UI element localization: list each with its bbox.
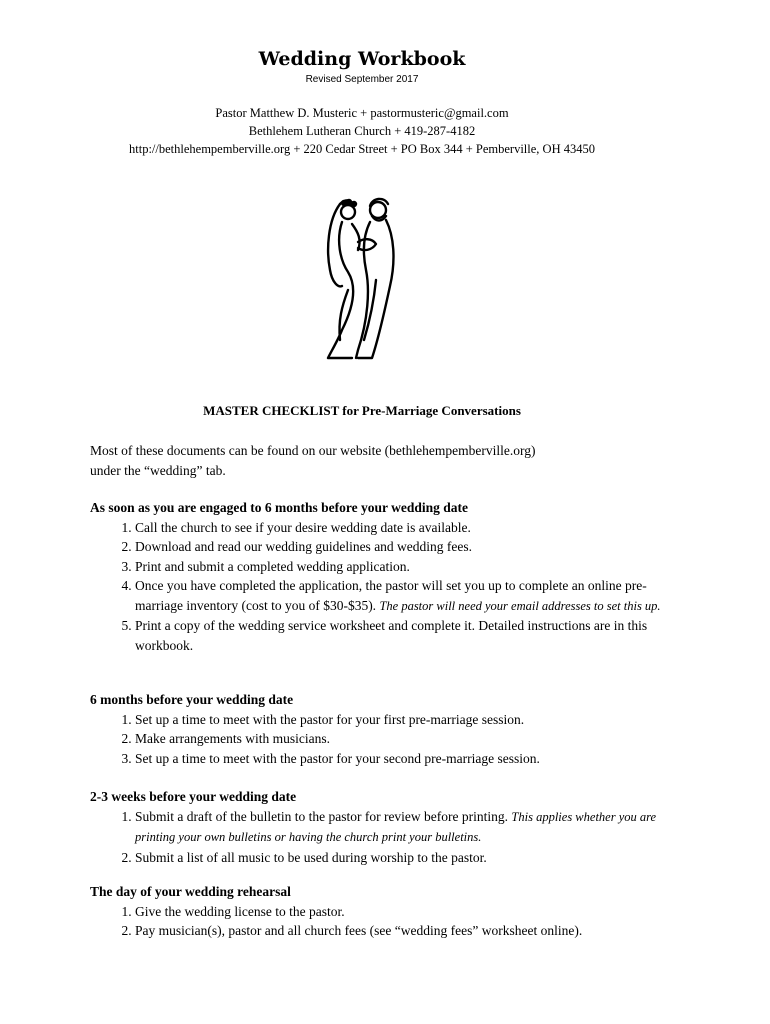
section-heading: 2-3 weeks before your wedding date [90, 789, 297, 804]
section-engaged [90, 498, 690, 655]
section-six-months [90, 690, 690, 768]
bride-groom-illustration [318, 190, 408, 365]
revision-date: Revised September 2017 [305, 74, 419, 85]
section-rehearsal-day [90, 882, 690, 941]
list-item [135, 616, 690, 655]
list-item [135, 729, 690, 749]
list-item [135, 921, 690, 941]
list-item [135, 710, 690, 730]
list-item [135, 902, 690, 922]
list-item [135, 537, 690, 557]
checklist-heading: MASTER CHECKLIST for Pre-Marriage Conversations [203, 403, 521, 418]
list-item [135, 749, 690, 769]
list-item-text: Give the wedding license to the pastor. [135, 903, 345, 919]
list-item-text: Pay musician(s), pastor and all church fees (see “wedding fees” worksheet online). [135, 923, 583, 938]
list-item-text: Print a copy of the wedding service worksheet and complete it. Detailed instructions are in this workbook. [135, 618, 648, 653]
list-item [135, 576, 690, 616]
section-two-three-weeks [90, 787, 690, 867]
list-item-text: Set up a time to meet with the pastor for your second pre-marriage session. [135, 750, 540, 766]
list-item-text: Download and read our wedding guidelines and wedding fees. [135, 539, 473, 554]
list-item [135, 518, 690, 538]
section-heading: As soon as you are engaged to 6 months before your wedding date [90, 500, 469, 515]
contact-church: Bethlehem Lutheran Church + 419-287-4182 [248, 124, 476, 138]
list-item-note: The pastor will need your email addresses to set this up. [379, 598, 661, 613]
list-item-text: Submit a draft of the bulletin to the pastor for review before printing. [135, 808, 509, 824]
intro-line-1: Most of these documents can be found on our website (bethlehempemberville.org) [90, 443, 536, 458]
checklist-intro [90, 441, 690, 480]
list-item [135, 807, 690, 848]
checklist-list [90, 807, 690, 868]
contact-pastor: Pastor Matthew D. Musteric + pastormusteric@gmail.com [215, 106, 509, 120]
list-item-text: Print and submit a completed wedding application. [135, 558, 410, 574]
checklist-list [90, 710, 690, 769]
list-item-text: Call the church to see if your desire wedding date is available. [135, 519, 471, 535]
list-item-note: This applies whether you are printing your own bulletins or having the church print your bulletins. [135, 809, 657, 844]
section-heading: 6 months before your wedding date [90, 692, 294, 707]
list-item-text: Set up a time to meet with the pastor for your first pre-marriage session. [135, 711, 525, 727]
page-title: Wedding Workbook [258, 48, 466, 70]
contact-address: http://bethlehempemberville.org + 220 Cedar Street + PO Box 344 + Pemberville, OH 43450 [129, 142, 595, 156]
section-heading: The day of your wedding rehearsal [90, 884, 291, 899]
checklist-list [90, 518, 690, 656]
list-item-text: Make arrangements with musicians. [135, 731, 330, 746]
list-item [135, 557, 690, 577]
list-item [135, 848, 690, 868]
checklist-list [90, 902, 690, 941]
list-item-text: Submit a list of all music to be used during worship to the pastor. [135, 849, 487, 865]
intro-line-2: under the “wedding” tab. [90, 462, 226, 478]
list-item-text: Once you have completed the application, the pastor will set you up to complete an online pre-marriage inventory (cost to you of $30-$35). [135, 578, 647, 613]
